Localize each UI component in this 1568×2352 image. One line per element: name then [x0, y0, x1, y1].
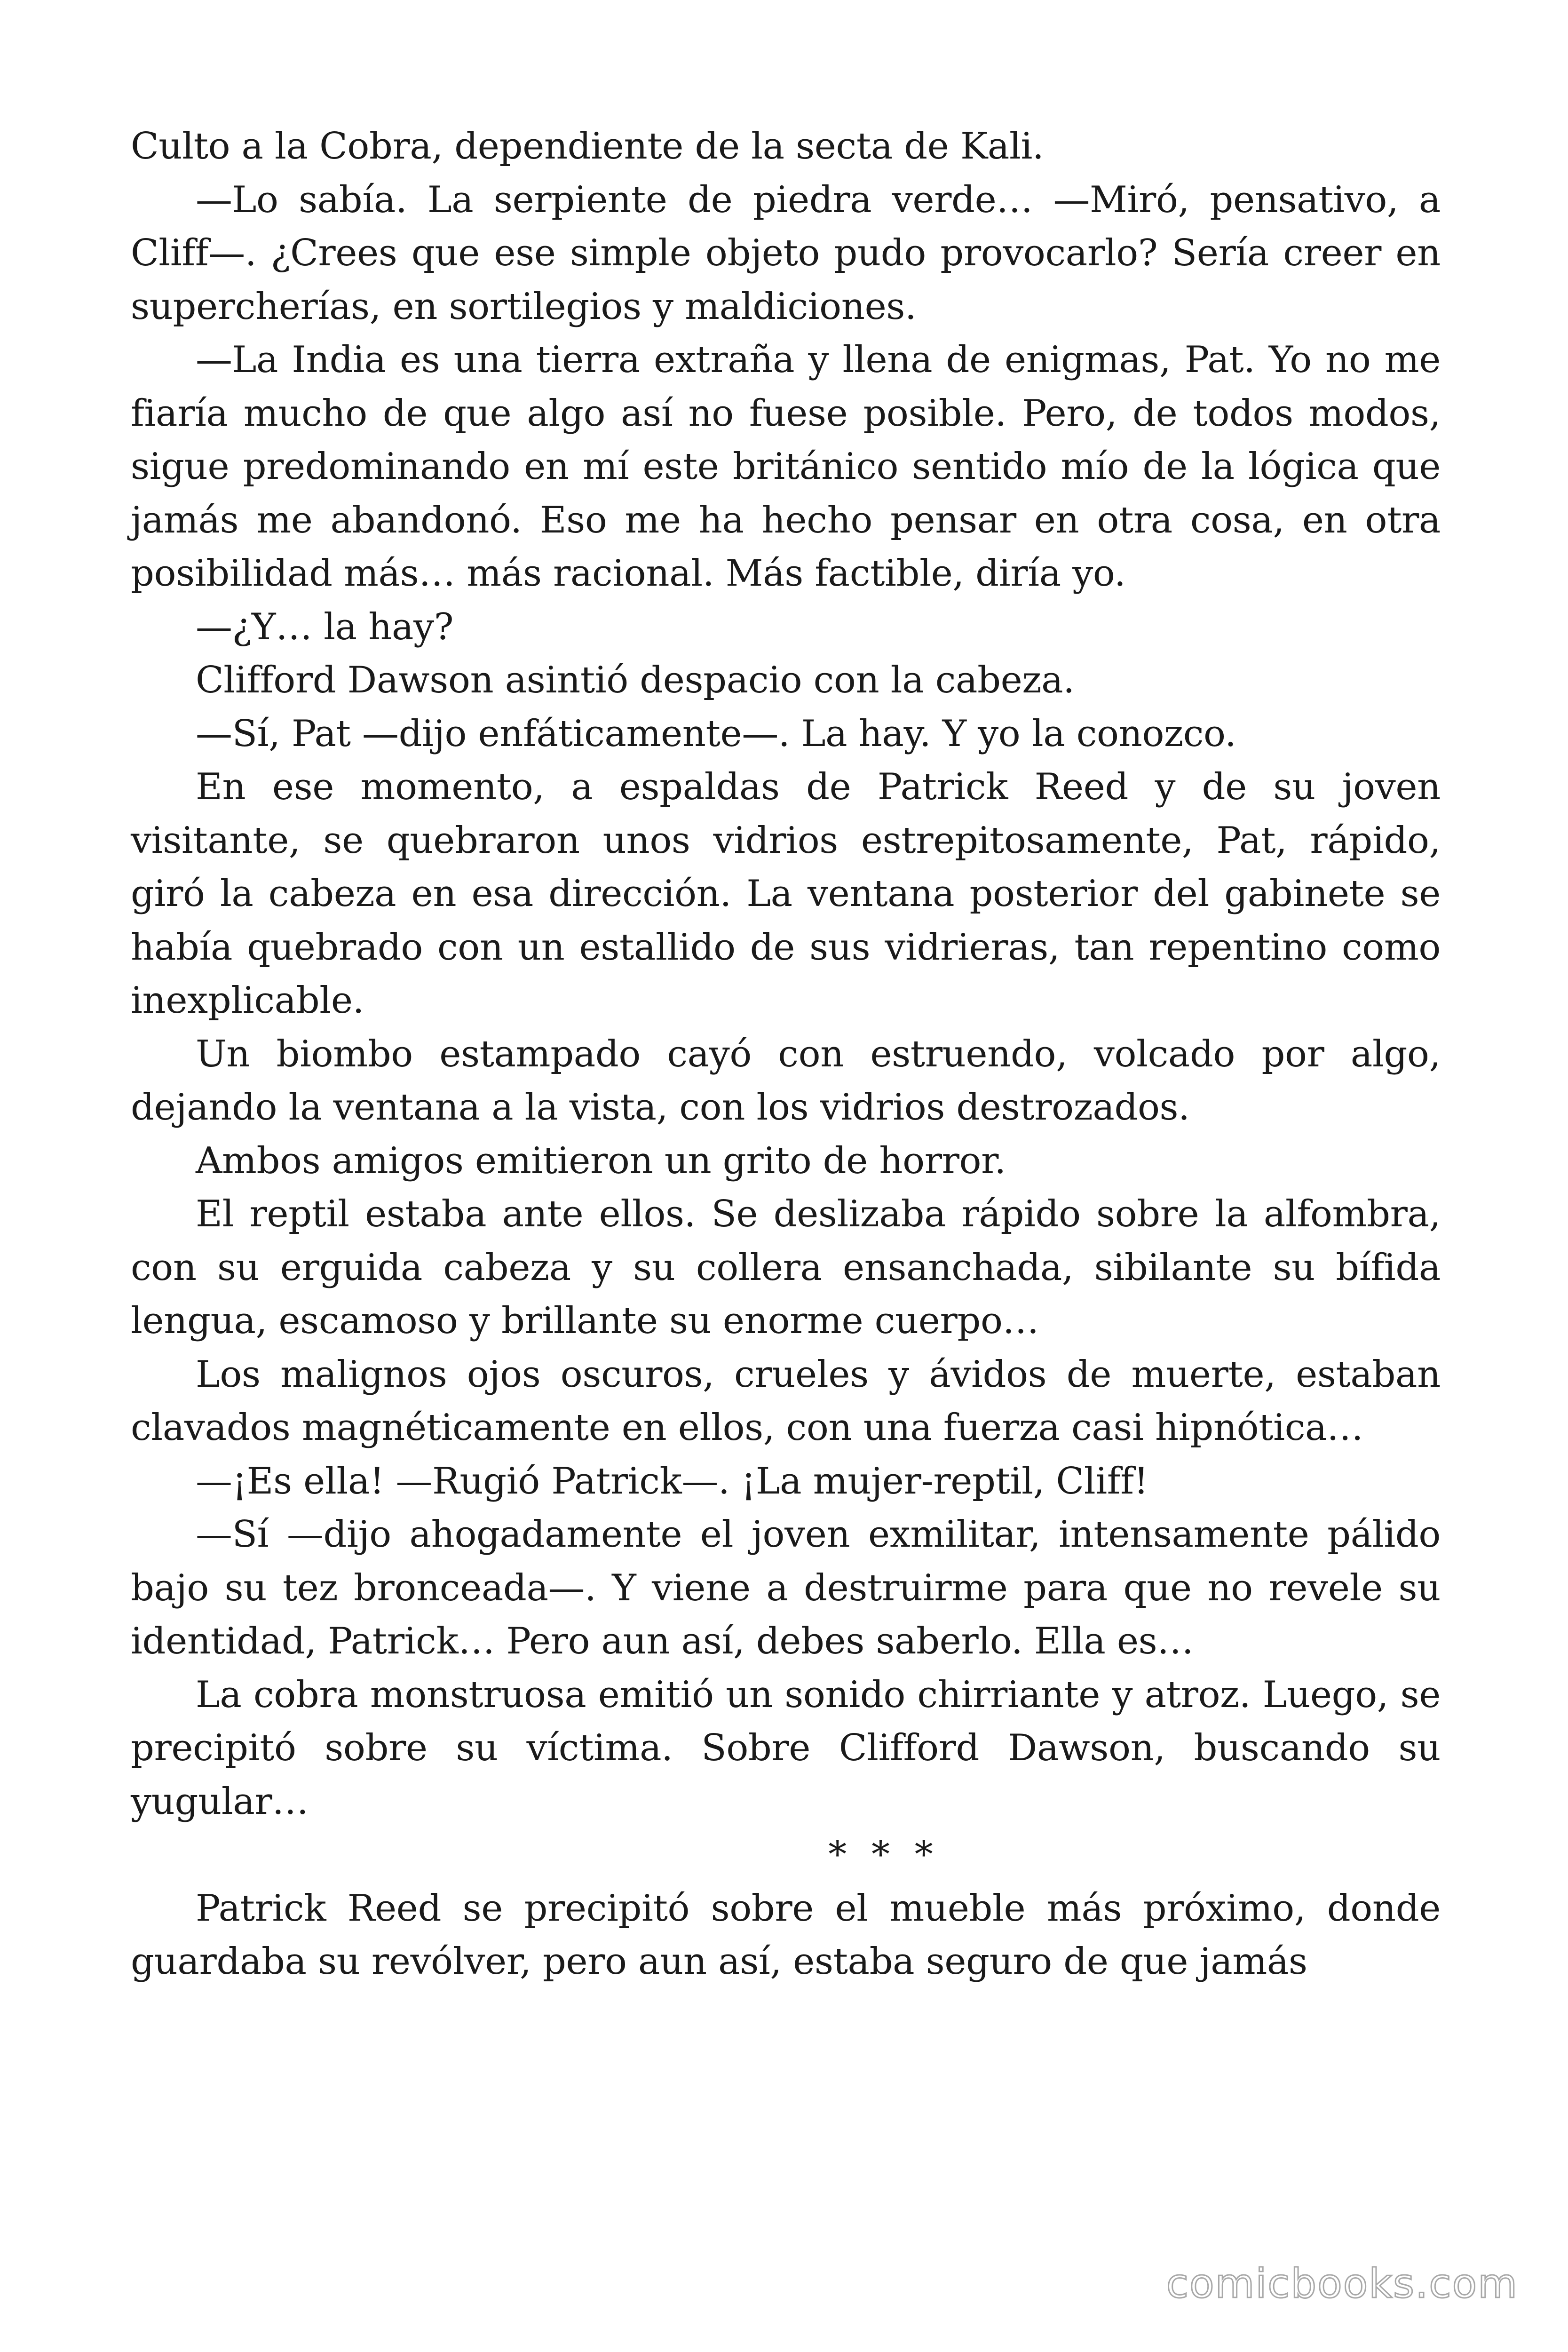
paragraph: —¿Y… la hay? — [196, 605, 454, 648]
paragraph: Los malignos ojos oscuros, crueles y ávidos de muerte, estaban clavados magnéticamente en ellos, con una fuerza casi hipnótica… — [131, 1353, 1441, 1449]
paragraph: —Sí, Pat —dijo enfáticamente—. La hay. Y yo la conozco. — [196, 712, 1236, 755]
page-body — [131, 120, 1441, 1989]
paragraph: En ese momento, a espaldas de Patrick Reed y de su joven visitante, se quebraron unos vidrios estrepitosamente, Pat, rápido, giró la cabeza en esa dirección. La ventana posterior del gabinete se había quebrado con un estallido de sus vidrieras, tan repentino como inexplicable. — [131, 766, 1441, 1022]
paragraph: Culto a la Cobra, dependiente de la secta de Kali. — [131, 125, 1044, 167]
paragraph: —¡Es ella! —Rugió Patrick—. ¡La mujer-reptil, Cliff! — [196, 1460, 1148, 1502]
paragraph: —Lo sabía. La serpiente de piedra verde… —Miró, pensativo, a Cliff—. ¿Crees que ese simple objeto pudo provocarlo? Sería creer en supercherías, en sortilegios y maldiciones. — [131, 178, 1441, 328]
paragraph: El reptil estaba ante ellos. Se deslizaba rápido sobre la alfombra, con su erguida cabeza y su collera ensanchada, sibilante su bífida lengua, escamoso y brillante su enorme cuerpo… — [131, 1193, 1441, 1342]
paragraph: —La India es una tierra extraña y llena de enigmas, Pat. Yo no me fiaría mucho de que algo así no fuese posible. Pero, de todos modos, sigue predominando en mí este británico sentido mío de la lógica que jamás me abandonó. Eso me ha hecho pensar en otra cosa, en otra posibilidad más… más racional. Más factible, diría yo. — [131, 339, 1441, 595]
paragraph: Clifford Dawson asintió despacio con la cabeza. — [196, 659, 1075, 701]
paragraph: Un biombo estampado cayó con estruendo, volcado por algo, dejando la ventana a la vista, con los vidrios destrozados. — [131, 1033, 1441, 1128]
paragraph: Ambos amigos emitieron un grito de horror. — [196, 1139, 1006, 1182]
paragraph: —Sí —dijo ahogadamente el joven exmilitar, intensamente pálido bajo su tez bronceada—. Y viene a destruirme para que no revele su identidad, Patrick… Pero aun así, debes saberlo. Ella es… — [131, 1513, 1441, 1662]
paragraph: Patrick Reed se precipitó sobre el mueble más próximo, donde guardaba su revólver, pero aun así, estaba seguro de que jamás — [131, 1887, 1441, 1983]
section-separator: * * * — [828, 1834, 940, 1876]
paragraph: La cobra monstruosa emitió un sonido chirriante y atroz. Luego, se precipitó sobre su víctima. Sobre Clifford Dawson, buscando su yugular… — [131, 1673, 1441, 1823]
watermark-logo: comicbooks.com — [1166, 2260, 1518, 2307]
